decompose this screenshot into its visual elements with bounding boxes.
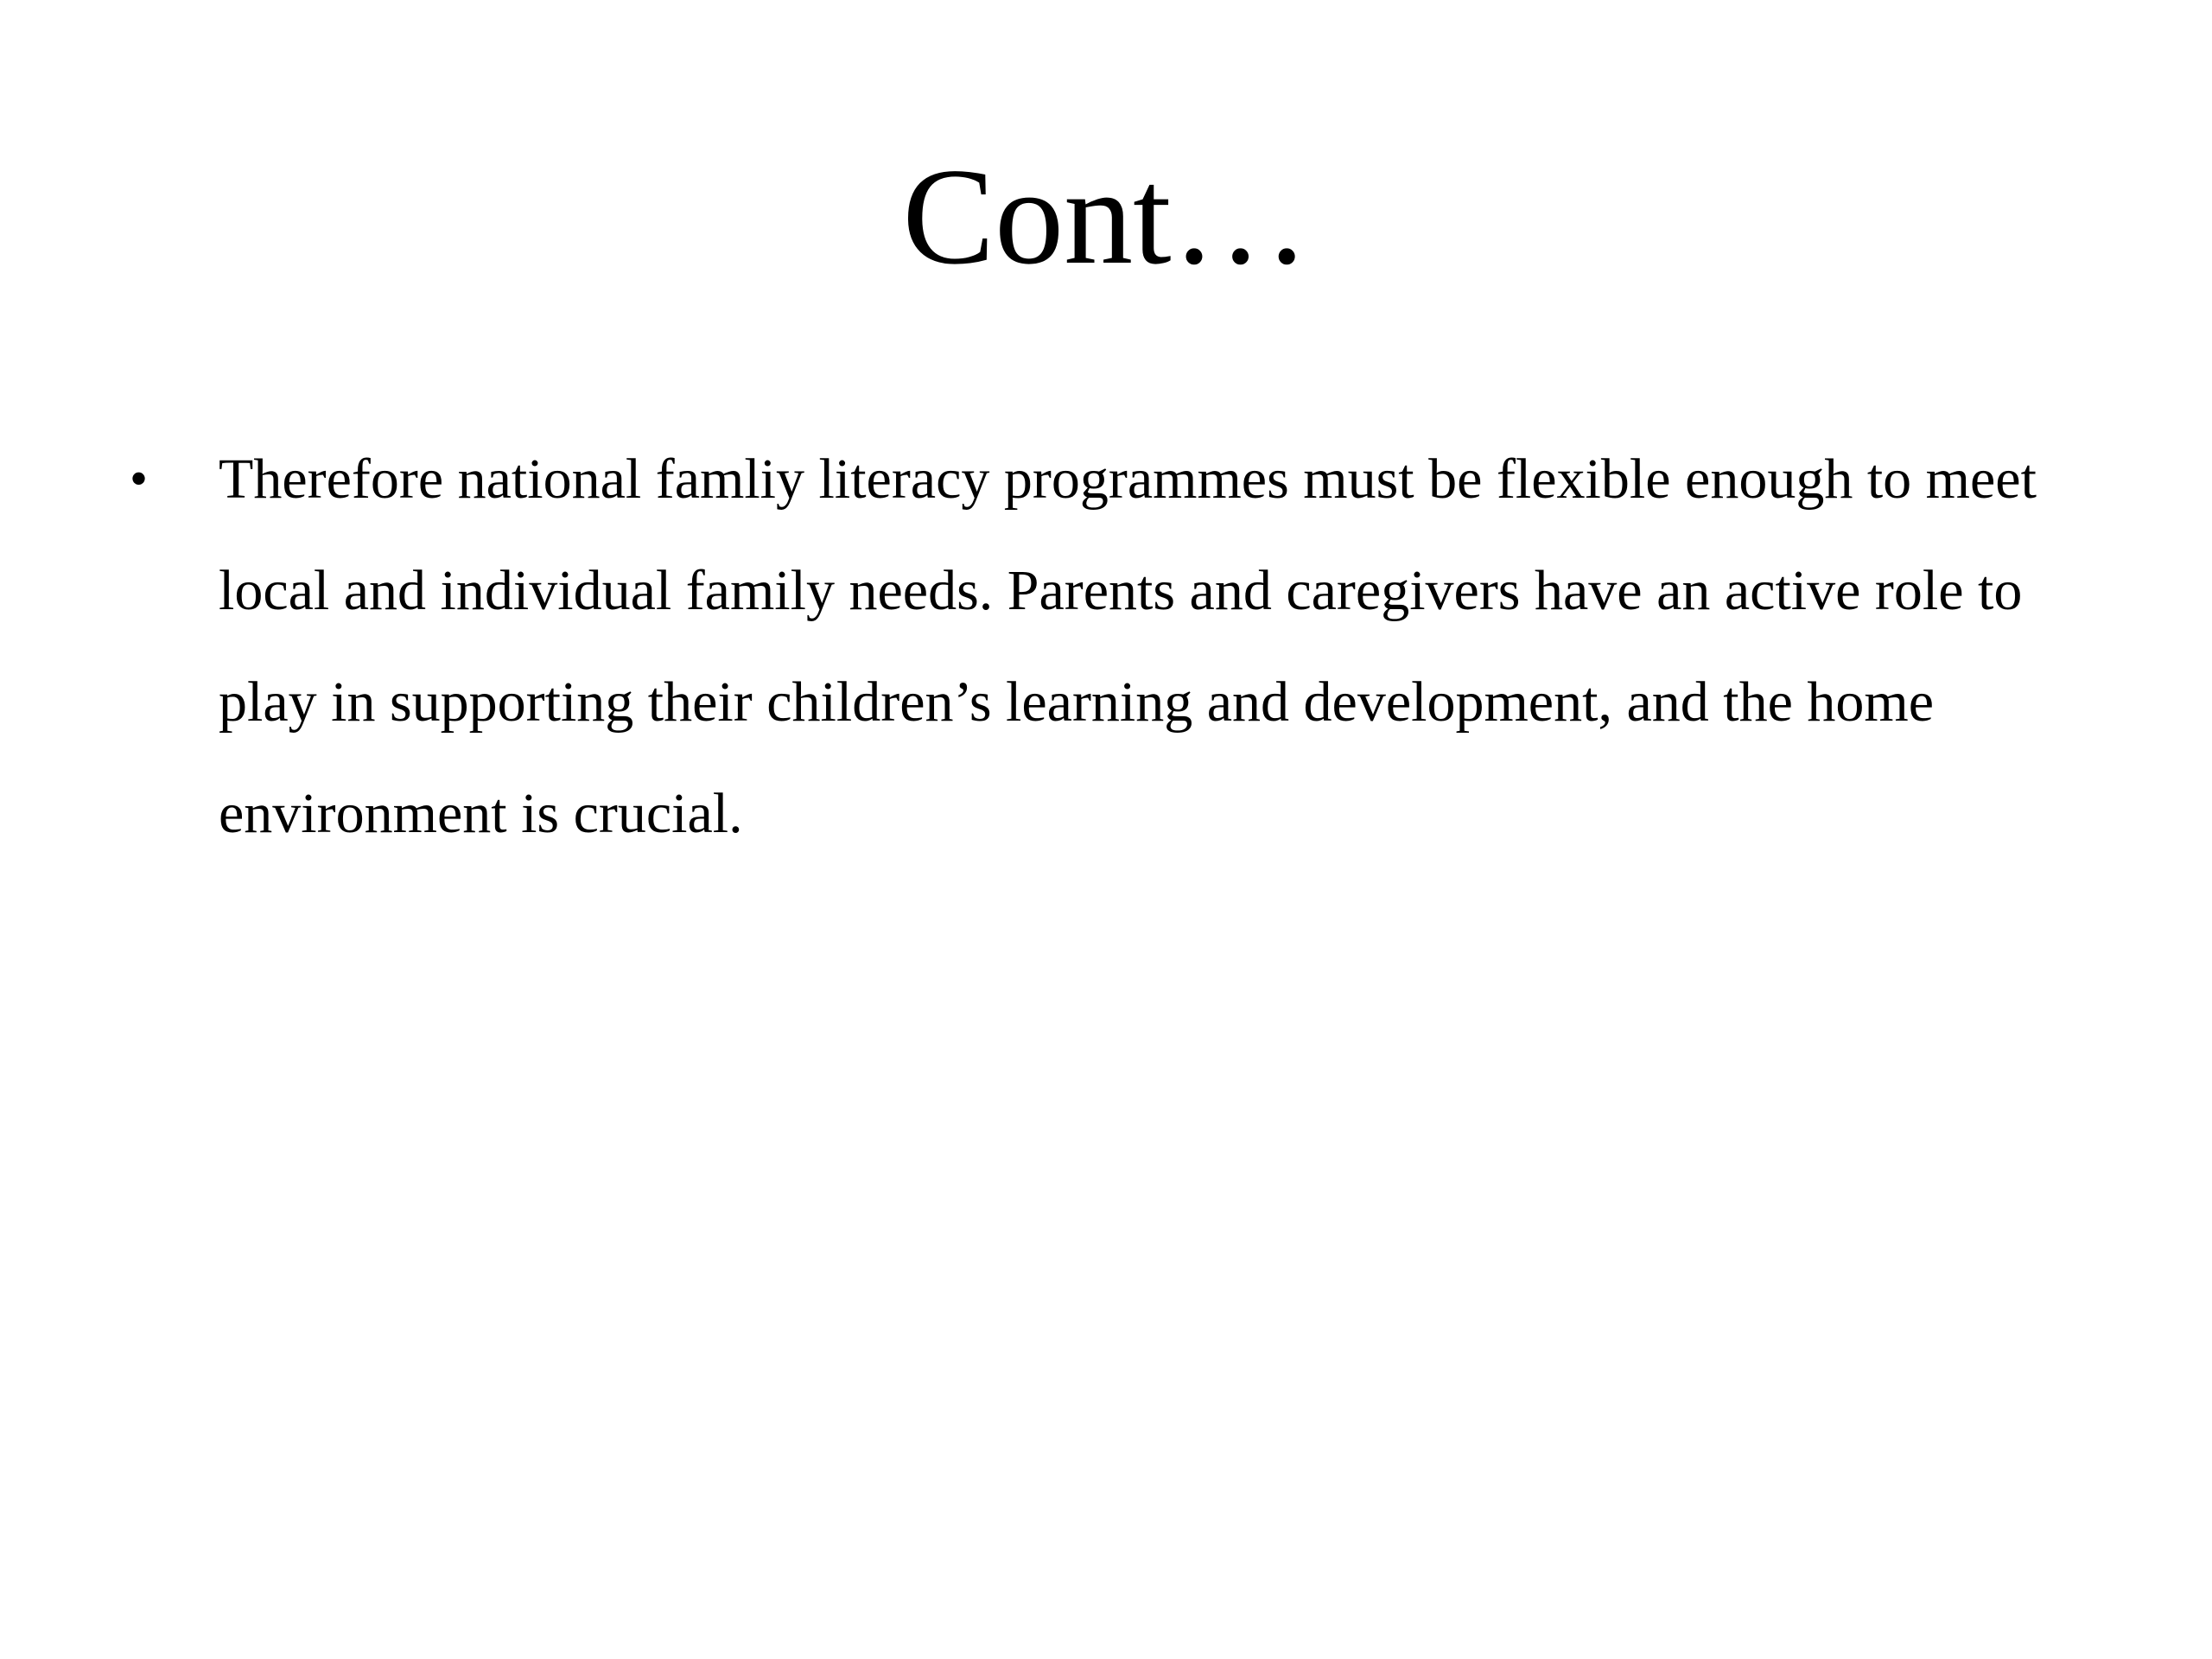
slide-title: Cont… xyxy=(902,139,1310,293)
bullet-marker: • xyxy=(130,450,149,507)
bullet-item xyxy=(130,423,2108,869)
bullet-text: Therefore national famliy literacy programmes must be flexible enough to meet local and individual family needs. Parents and caregivers have an active role to play in supporting their children’s learning and development, and the home environment is crucial. xyxy=(219,448,2037,845)
bullet-list xyxy=(130,423,2108,869)
